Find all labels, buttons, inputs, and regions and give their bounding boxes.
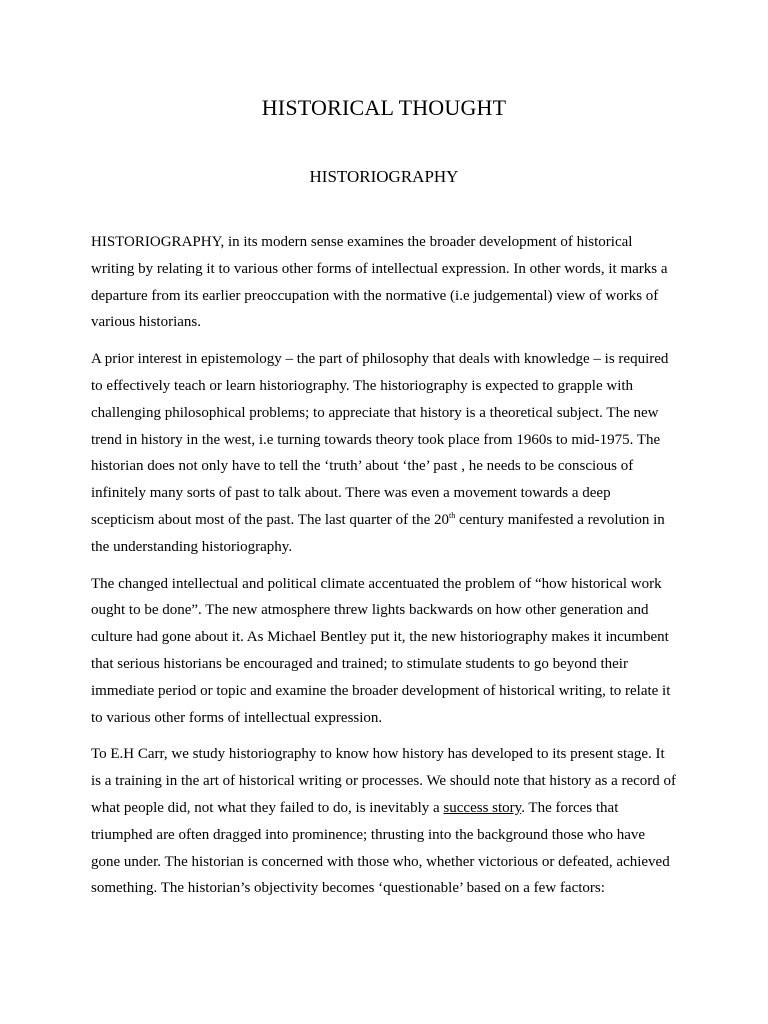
paragraph-4 (91, 741, 677, 902)
paragraph-2-text-end: century manifested a revolution in the understanding historiography. (91, 511, 665, 555)
paragraph-2-text: A prior interest in epistemology – the part of philosophy that deals with knowledge – is required to effectively teach or learn historiography. The historiography is expected to grapple with challenging philosophical problems; to appreciate that history is a theoretical subject. The new trend in history in the west, i.e turning towards theory took place from 1960s to mid-1975. The historian does not only have to tell the ‘truth’ about ‘the’ past , he needs to be conscious of infinitely many sorts of past to talk about. There was even a movement towards a deep scepticism about most of the past. The last quarter of the 20 (91, 351, 669, 528)
paragraph-3: The changed intellectual and political climate accentuated the problem of “how historical work ought to be done”. The new atmosphere threw lights backwards on how other generation and culture had gone about it. As Michael Bentley put it, the new historiography makes it incumbent that serious historians be encouraged and trained; to stimulate students to go beyond their immediate period or topic and examine the broader development of historical writing, to relate it to various other forms of intellectual expression. (91, 575, 671, 726)
paragraph-4-text-end: . The forces that triumphed are often dragged into prominence; thrusting into the background those who have gone under. The historian is concerned with those who, whether victorious or defeated, achieved something. The historian’s objectivity becomes ‘questionable’ based on a few factors: (91, 799, 670, 897)
body-text (91, 229, 677, 912)
paragraph-4-text: To E.H Carr, we study historiography to know how history has developed to its present stage. It is a training in the art of historical writing or processes. We should note that history as a record of what people did, not what they failed to do, is inevitably a (91, 746, 677, 816)
section-heading: HISTORIOGRAPHY (309, 167, 459, 186)
paragraph-1: HISTORIOGRAPHY, in its modern sense examines the broader development of historical writing by relating it to various other forms of intellectual expression. In other words, it marks a departure from its earlier preoccupation with the normative (i.e judgemental) view of works of various historians. (91, 234, 668, 331)
page-title: HISTORICAL THOUGHT (261, 95, 507, 120)
underlined-phrase: success story (443, 799, 522, 816)
ordinal-superscript: th (448, 510, 456, 520)
paragraph-2 (91, 346, 677, 560)
